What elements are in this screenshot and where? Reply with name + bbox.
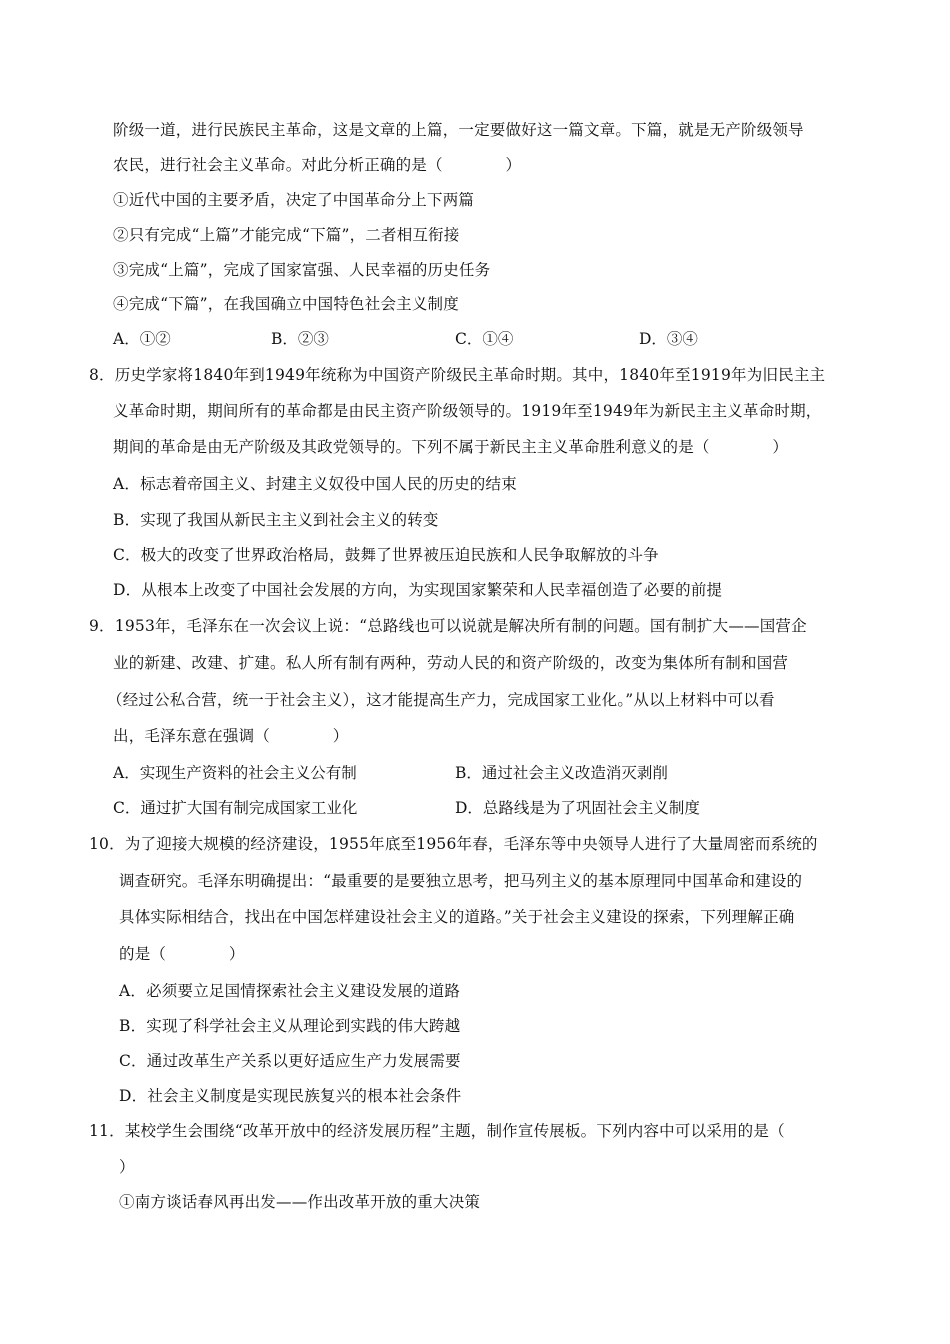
q9-option-c[interactable]: C．通过扩大国有制完成国家工业化 <box>113 799 358 817</box>
q9-stem-line-3: （经过公私合营，统一于社会主义），这才能提高生产力，完成国家工业化。”从以上材料中可以看 <box>107 691 775 709</box>
q7-option-b[interactable]: B．②③ <box>271 330 329 348</box>
q9-stem-line-1: 9．1953年，毛泽东在一次会议上说：“总路线也可以说就是解决所有制的问题。国有制扩大——国营企 <box>89 617 807 635</box>
q10-stem-line-3: 具体实际相结合，找出在中国怎样建设社会主义的道路。”关于社会主义建设的探索，下列理解正确 <box>119 908 795 926</box>
q7-statement-3: ③完成“上篇”，完成了国家富强、人民幸福的历史任务 <box>113 261 491 279</box>
q10-stem-line-2: 调查研究。毛泽东明确提出：“最重要的是要独立思考，把马列主义的基本原理同中国革命和建设的 <box>119 872 803 890</box>
q8-option-a[interactable]: A．标志着帝国主义、封建主义奴役中国人民的历史的结束 <box>113 475 517 493</box>
q7-option-d[interactable]: D．③④ <box>639 330 698 348</box>
q11-statement-1: ①南方谈话春风再出发——作出改革开放的重大决策 <box>119 1193 481 1211</box>
q10-stem-line-4: 的是（ ） <box>119 945 245 963</box>
q8-option-d[interactable]: D．从根本上改变了中国社会发展的方向，为实现国家繁荣和人民幸福创造了必要的前提 <box>113 581 723 599</box>
q7-stem-line-1: 阶级一道，进行民族民主革命，这是文章的上篇，一定要做好这一篇文章。下篇，就是无产阶级领导 <box>113 121 804 139</box>
q7-option-c[interactable]: C．①④ <box>455 330 514 348</box>
q7-statement-1: ①近代中国的主要矛盾，决定了中国革命分上下两篇 <box>113 191 475 209</box>
q10-option-a[interactable]: A．必须要立足国情探索社会主义建设发展的道路 <box>119 982 461 1000</box>
q10-option-b[interactable]: B．实现了科学社会主义从理论到实践的伟大跨越 <box>119 1017 461 1035</box>
q10-option-d[interactable]: D．社会主义制度是实现民族复兴的根本社会条件 <box>119 1087 462 1105</box>
q7-statement-4: ④完成“下篇”，在我国确立中国特色社会主义制度 <box>113 295 459 313</box>
q8-stem-line-3: 期间的革命是由无产阶级及其政党领导的。下列不属于新民主主义革命胜利意义的是（ ） <box>113 438 789 456</box>
q9-stem-line-4: 出，毛泽东意在强调（ ） <box>113 727 349 745</box>
q10-stem-line-1: 10．为了迎接大规模的经济建设，1955年底至1956年春，毛泽东等中央领导人进行了大量周密而系统的 <box>89 835 818 853</box>
q11-stem-line-1: 11．某校学生会围绕“改革开放中的经济发展历程”主题，制作宣传展板。下列内容中可以采用的是（ <box>89 1122 785 1140</box>
q8-option-c[interactable]: C．极大的改变了世界政治格局，鼓舞了世界被压迫民族和人民争取解放的斗争 <box>113 546 659 564</box>
q11-stem-line-2: ） <box>119 1158 135 1176</box>
q10-option-c[interactable]: C．通过改革生产关系以更好适应生产力发展需要 <box>119 1052 461 1070</box>
q8-option-b[interactable]: B．实现了我国从新民主主义到社会主义的转变 <box>113 511 439 529</box>
q8-stem-line-1: 8．历史学家将1840年到1949年统称为中国资产阶级民主革命时期。其中，1840年至1919年为旧民主主 <box>89 366 826 384</box>
q9-option-b[interactable]: B．通过社会主义改造消灭剥削 <box>455 764 668 782</box>
q9-stem-line-2: 业的新建、改建、扩建。私人所有制有两种，劳动人民的和资产阶级的，改变为集体所有制和国营 <box>113 654 789 672</box>
q7-option-a[interactable]: A．①② <box>113 330 171 348</box>
q8-stem-line-2: 义革命时期，期间所有的革命都是由民主资产阶级领导的。1919年至1949年为新民主主义革命时期， <box>113 402 822 420</box>
q9-option-a[interactable]: A．实现生产资料的社会主义公有制 <box>113 764 357 782</box>
q9-option-d[interactable]: D．总路线是为了巩固社会主义制度 <box>455 799 700 817</box>
q7-statement-2: ②只有完成“上篇”才能完成“下篇”，二者相互衔接 <box>113 226 460 244</box>
q7-stem-line-2: 农民，进行社会主义革命。对此分析正确的是（ ） <box>113 156 522 174</box>
